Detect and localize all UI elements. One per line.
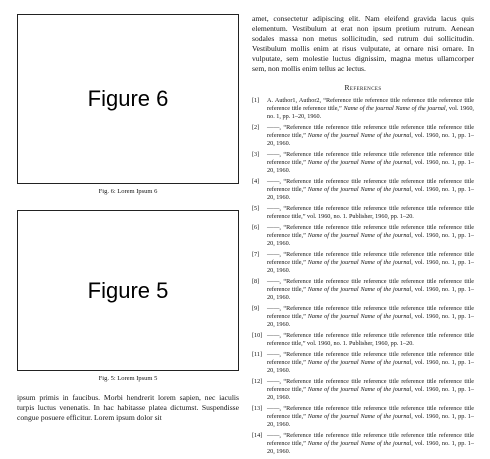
reference-details: , vol. 1960, no. 1, pp. 1–20, 1960. [267, 132, 474, 147]
reference-details: , vol. 1960, no. 1, pp. 1–20, 1960. [267, 105, 474, 120]
reference-text [267, 205, 474, 221]
reference-venue: Name of the journal Name of the journal [307, 186, 412, 193]
figure-6-placeholder [17, 14, 239, 184]
reference-number: [5] [252, 205, 260, 212]
reference-number: [14] [252, 432, 263, 439]
reference-title: ——, “Reference title reference title reference title reference title reference title reference title,” [267, 378, 474, 393]
figure-5-label: Figure 5 [87, 277, 169, 303]
reference-title: ——, “Reference title reference title reference title reference title reference title reference title,” [267, 124, 474, 139]
reference-venue: Name of the journal Name of the journal [307, 286, 412, 293]
reference-text [267, 432, 474, 456]
reference-venue: Name of the journal Name of the journal [307, 386, 412, 393]
reference-venue: Name of the journal Name of the journal [307, 132, 412, 139]
references-heading: References [344, 83, 382, 92]
reference-text [267, 224, 474, 248]
reference-details: , vol. 1960, no. 1, pp. 1–20, 1960. [267, 413, 474, 428]
reference-title: ——, “Reference title reference title reference title reference title reference title reference title,” [267, 351, 474, 366]
reference-title: ——, “Reference title reference title reference title reference title reference title reference title,” [267, 278, 474, 293]
reference-venue: Name of the journal Name of the journal [307, 259, 412, 266]
reference-text [267, 278, 474, 302]
reference-text [267, 405, 474, 429]
reference-number: [13] [252, 405, 263, 412]
reference-text [267, 305, 474, 329]
reference-venue: Name of the journal Name of the journal [307, 313, 412, 320]
reference-details: , vol. 1960, no. 1, pp. 1–20, 1960. [267, 440, 474, 455]
reference-number: [6] [252, 224, 260, 231]
right-body-paragraph: amet, consectetur adipiscing elit. Nam eleifend gravida lacus quis elementum. Vestibulum at erat non ipsum pretium rutrum. Aenean sodales massa non metus sollicitudin, sed rutrum dui sollicitudin. Vestibulum mollis enim at risus vulputate, at ornare nisi ornare. In vulputate, sem molestie luctus dignissim, magna metus ullamcorper sem, non mollis enim tellus ac lectus. [252, 14, 474, 73]
reference-details: , vol. 1960, no. 1, pp. 1–20, 1960. [267, 359, 474, 374]
reference-text [267, 378, 474, 402]
left-column [17, 14, 239, 423]
reference-item [252, 332, 474, 348]
reference-item [252, 405, 474, 429]
reference-details: , vol. 1960, no. 1, pp. 1–20, 1960. [267, 386, 474, 401]
reference-number: [1] [252, 97, 260, 104]
reference-title: ——, “Reference title reference title reference title reference title reference title reference title,” [267, 305, 474, 320]
reference-item [252, 224, 474, 248]
reference-details: , vol. 1960, no. 1, pp. 1–20, 1960. [267, 232, 474, 247]
reference-number: [8] [252, 278, 260, 285]
reference-number: [3] [252, 151, 260, 158]
reference-number: [7] [252, 251, 260, 258]
reference-text [267, 251, 474, 275]
reference-title: ——, “Reference title reference title reference title reference title reference title reference title,” vol. 1960, no. 1. Publisher, 1960, pp. 1–20. [267, 205, 474, 220]
reference-number: [11] [252, 351, 263, 358]
reference-details: , vol. 1960, no. 1, pp. 1–20, 1960. [267, 286, 474, 301]
reference-venue: Name of the journal Name of the journal [307, 440, 412, 447]
reference-details: , vol. 1960, no. 1, pp. 1–20, 1960. [267, 186, 474, 201]
reference-text [267, 97, 474, 121]
reference-venue: Name of the journal Name of the journal [307, 413, 412, 420]
reference-text [267, 332, 474, 348]
reference-venue: Name of the journal Name of the journal [307, 232, 412, 239]
figure-5-placeholder [17, 210, 239, 371]
reference-item [252, 205, 474, 221]
reference-number: [10] [252, 332, 263, 339]
reference-item [252, 178, 474, 202]
figure-6-caption: Fig. 6: Lorem Ipsum 6 [98, 188, 158, 195]
reference-title: ——, “Reference title reference title reference title reference title reference title reference title,” [267, 432, 474, 447]
reference-title: ——, “Reference title reference title reference title reference title reference title reference title,” [267, 224, 474, 239]
reference-details: , vol. 1960, no. 1, pp. 1–20, 1960. [267, 159, 474, 174]
reference-details: , vol. 1960, no. 1, pp. 1–20, 1960. [267, 259, 474, 274]
figure-5-caption: Fig. 5: Lorem Ipsum 5 [98, 375, 158, 382]
reference-title: ——, “Reference title reference title reference title reference title reference title reference title,” [267, 178, 474, 193]
reference-text [267, 178, 474, 202]
reference-number: [9] [252, 305, 260, 312]
reference-title: ——, “Reference title reference title reference title reference title reference title reference title,” [267, 405, 474, 420]
reference-text [267, 151, 474, 175]
reference-text [267, 351, 474, 375]
reference-item [252, 351, 474, 375]
reference-item [252, 378, 474, 402]
reference-title: ——, “Reference title reference title reference title reference title reference title reference title,” vol. 1960, no. 1. Publisher, 1960, pp. 1–20. [267, 332, 474, 347]
reference-venue: Name of the journal Name of the journal [307, 359, 412, 366]
reference-number: [4] [252, 178, 260, 185]
reference-number: [12] [252, 378, 263, 385]
reference-item [252, 305, 474, 329]
reference-details: , vol. 1960, no. 1, pp. 1–20, 1960. [267, 313, 474, 328]
reference-list [252, 97, 474, 456]
reference-number: [2] [252, 124, 260, 131]
reference-item [252, 124, 474, 148]
reference-title: ——, “Reference title reference title reference title reference title reference title reference title,” [267, 151, 474, 166]
reference-item [252, 432, 474, 456]
left-body-paragraph: ipsum primis in faucibus. Morbi hendrerit lorem sapien, nec iaculis turpis luctus venenatis. In hac habitasse platea dictumst. Suspendisse congue posuere efficitur. Lorem ipsum dolor sit [17, 393, 239, 422]
reference-text [267, 124, 474, 148]
right-column [252, 14, 474, 459]
figure-6-label: Figure 6 [87, 86, 169, 111]
reference-title: ——, “Reference title reference title reference title reference title reference title reference title,” [267, 251, 474, 266]
reference-venue: Name of the journal Name of the journal [343, 105, 446, 112]
reference-item [252, 97, 474, 121]
reference-item [252, 278, 474, 302]
reference-venue: Name of the journal Name of the journal [307, 159, 412, 166]
reference-item [252, 251, 474, 275]
reference-title: A. Author1, Author2, “Reference title reference title reference title reference title reference title reference title,” [267, 97, 474, 112]
reference-item [252, 151, 474, 175]
